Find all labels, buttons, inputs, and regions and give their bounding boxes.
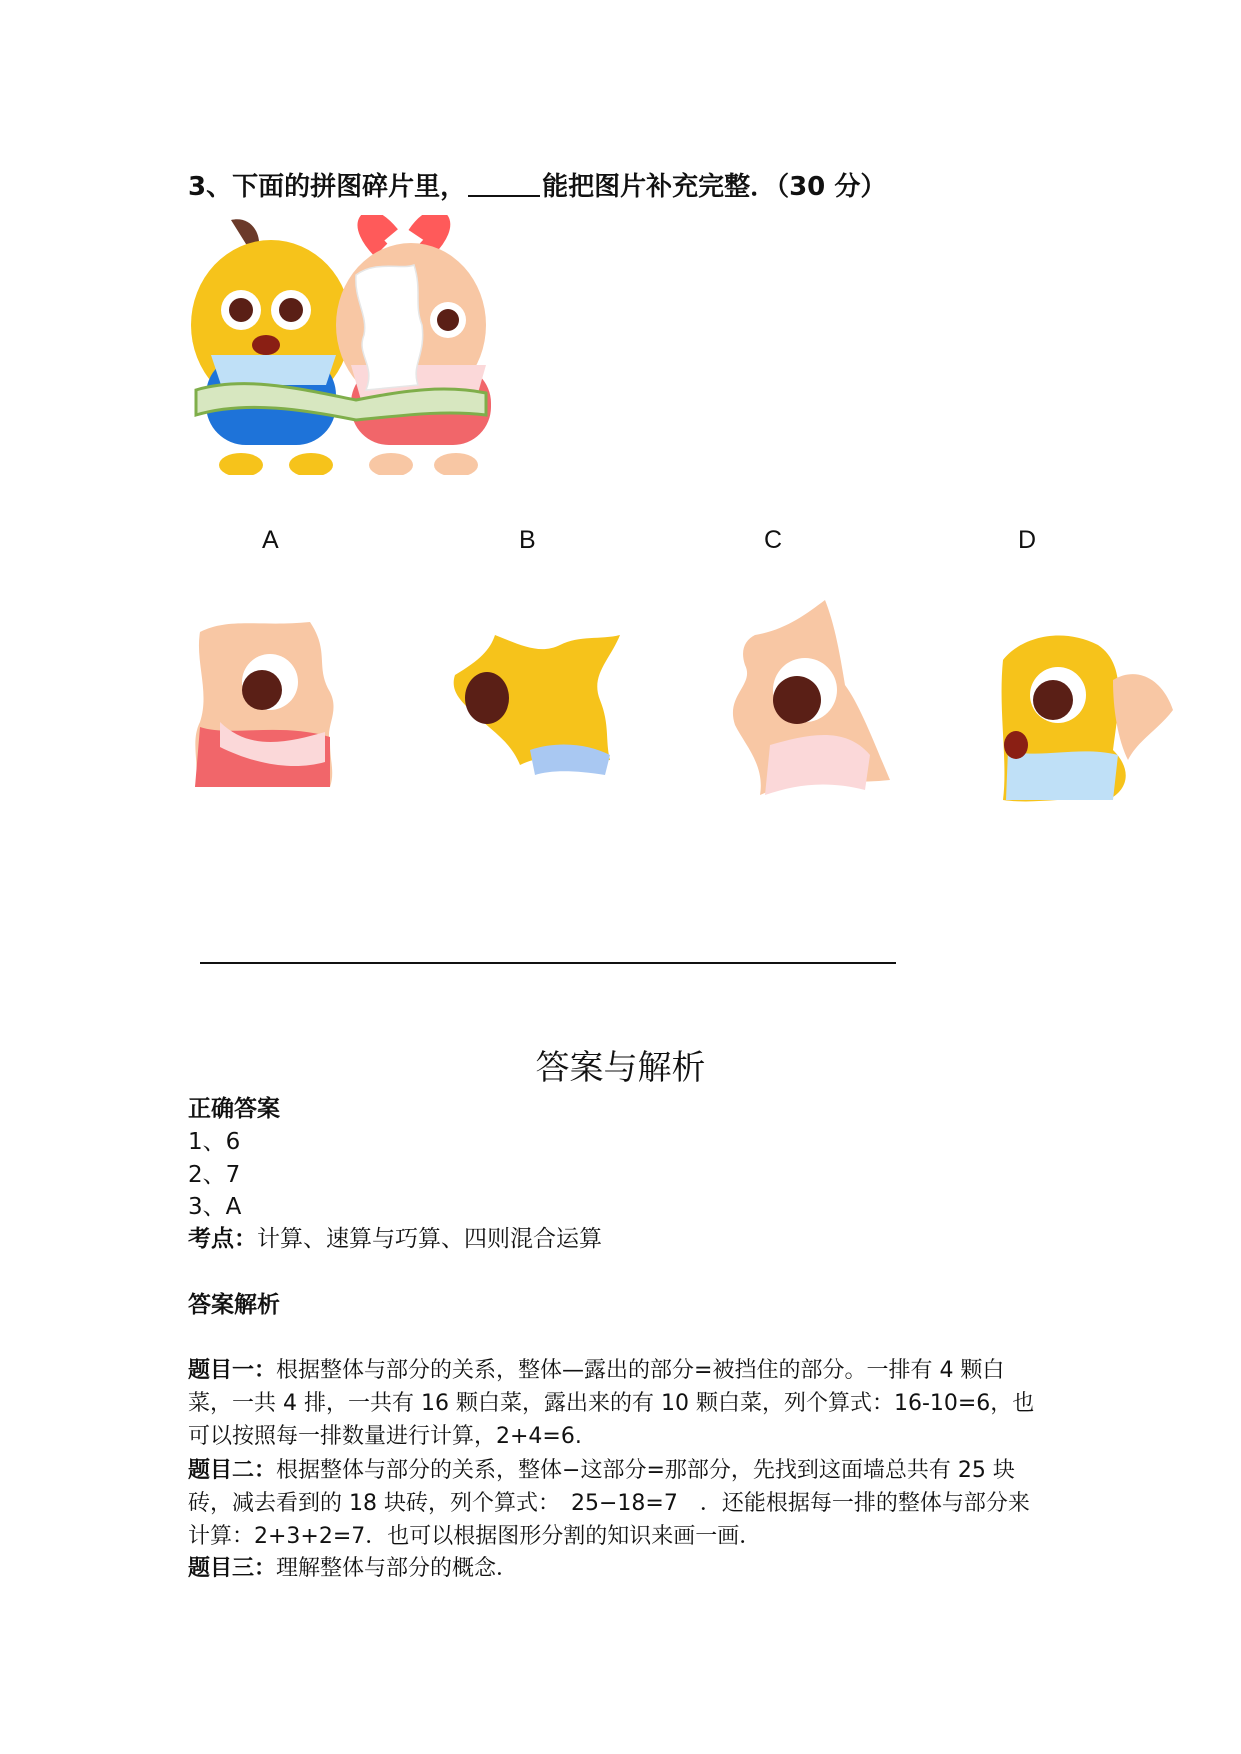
- kaodian-label: 考点：: [188, 1226, 257, 1252]
- question-3-prefix: 3、下面的拼图碎片里，: [188, 172, 467, 202]
- correct-answer-heading: 正确答案: [188, 1096, 280, 1122]
- option-d-label: D: [1018, 526, 1037, 554]
- answer-blank: [468, 173, 540, 197]
- puzzle-piece-a[interactable]: [190, 612, 370, 792]
- q2-label: 题目二：: [188, 1458, 277, 1483]
- q3-text: 理解整体与部分的概念．: [276, 1556, 519, 1581]
- puzzle-main-illustration: [186, 215, 536, 475]
- kaodian-text: 计算、速算与巧算、四则混合运算: [257, 1226, 602, 1252]
- section-divider: [200, 962, 896, 964]
- chick-collar: [211, 355, 336, 385]
- chick-foot-left: [219, 453, 263, 475]
- chick-mouth: [252, 335, 280, 355]
- puzzle-piece-d[interactable]: [998, 620, 1183, 805]
- q1-label: 题目一：: [188, 1358, 277, 1383]
- answer-3: 3、A: [188, 1194, 242, 1220]
- answer-section-title: 答案与解析: [535, 1048, 706, 1088]
- q2-text: 根据整体与部分的关系，整体−这部分=那部分，先找到这面墙总共有 25 块砖，减去看到的 18 块砖，列个算式： 25−18=7 ．还能根据每一排的整体与部分来计算：2+3+2=7．也可以根据图形分割的知识来画一画．: [188, 1458, 1030, 1549]
- option-b-label: B: [519, 526, 536, 554]
- option-c-label: C: [764, 526, 783, 554]
- piece-d-eye: [1033, 680, 1073, 720]
- question-3: [188, 166, 886, 203]
- puzzle-piece-b[interactable]: [450, 630, 625, 780]
- answer-2: 2、7: [188, 1162, 241, 1188]
- analysis-heading: 答案解析: [188, 1292, 280, 1318]
- bunny-foot-left: [369, 453, 413, 475]
- bunny-foot-right: [434, 453, 478, 475]
- q1-text: 根据整体与部分的关系，整体—露出的部分=被挡住的部分。一排有 4 颗白菜，一共 4 排，一共有 16 颗白菜，露出来的有 10 颗白菜，列个算式：16-10=6，也可以按照每一排数量进行计算，2+4=6.: [188, 1358, 1035, 1449]
- bunny-eye: [437, 309, 459, 331]
- analysis-q2: [188, 1454, 1048, 1553]
- kaodian-line: [188, 1223, 602, 1256]
- chick-foot-right: [289, 453, 333, 475]
- piece-c-eye: [773, 676, 821, 724]
- q3-label: 题目三：: [188, 1556, 277, 1581]
- option-a-label: A: [262, 526, 279, 554]
- piece-a-eye: [242, 670, 282, 710]
- answer-1: 1、6: [188, 1129, 241, 1155]
- puzzle-piece-c[interactable]: [725, 595, 900, 795]
- question-3-suffix: 能把图片补充完整．（30 分）: [542, 172, 887, 202]
- piece-b-eye: [465, 672, 509, 724]
- analysis-q3: [188, 1552, 1048, 1585]
- analysis-q1: [188, 1354, 1048, 1453]
